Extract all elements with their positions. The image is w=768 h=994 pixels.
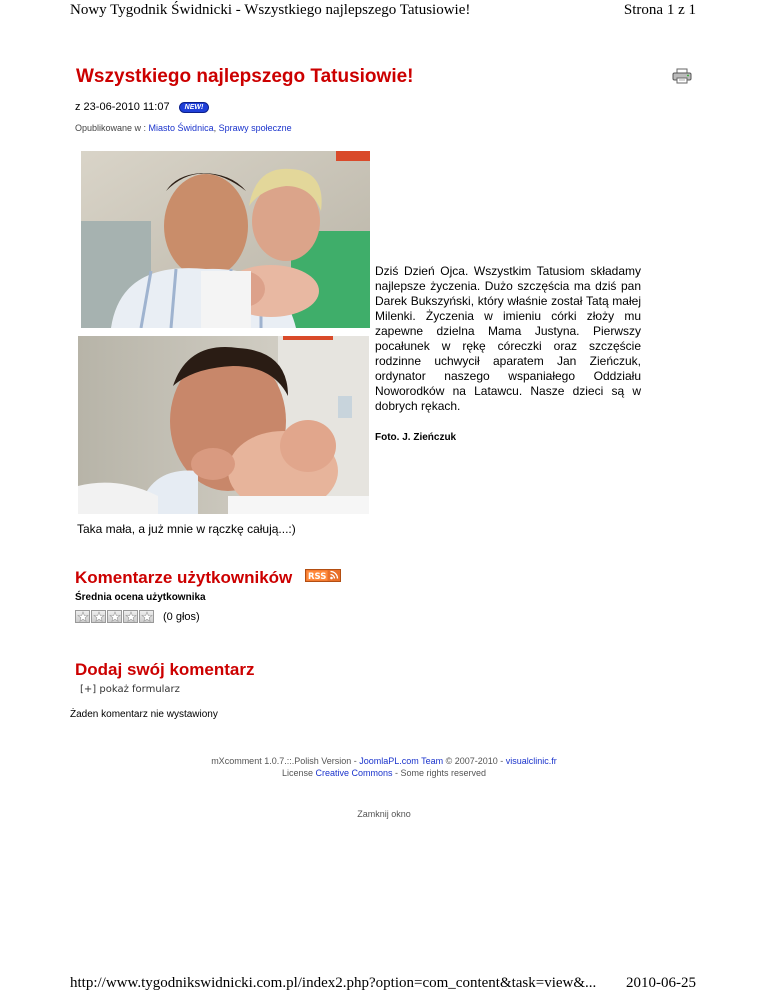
creative-commons-link[interactable]: Creative Commons bbox=[315, 768, 393, 778]
printer-icon[interactable] bbox=[672, 68, 692, 84]
credits-copyright: © 2007-2010 - bbox=[443, 756, 506, 766]
print-header-title: Nowy Tygodnik Świdnicki - Wszystkiego najlepszego Tatusiowie! bbox=[70, 2, 471, 18]
no-comments-message: Żaden komentarz nie wystawiony bbox=[70, 709, 218, 720]
article-photo-father-daughter bbox=[78, 336, 369, 514]
comments-heading-text: Komentarze użytkowników bbox=[75, 568, 293, 587]
published-prefix: Opublikowane w : bbox=[75, 123, 149, 133]
category-link-sprawy-spoleczne[interactable]: Sprawy społeczne bbox=[218, 123, 292, 133]
rss-icon[interactable] bbox=[305, 567, 341, 587]
article-title: Wszystkiego najlepszego Tatusiowie! bbox=[76, 66, 414, 87]
star-icon[interactable] bbox=[91, 610, 106, 623]
credits-line-1 bbox=[0, 756, 768, 766]
comments-heading bbox=[75, 567, 341, 588]
credits-text: mXcomment 1.0.7.::.Polish Version - bbox=[211, 756, 360, 766]
print-header-page-number: Strona 1 z 1 bbox=[623, 2, 696, 18]
close-window-link[interactable]: Zamknij okno bbox=[357, 809, 411, 819]
print-footer-url: http://www.tygodnikswidnicki.com.pl/index2.php?option=com_content&task=view&... bbox=[70, 975, 597, 991]
print-footer-date: 2010-06-25 bbox=[626, 975, 696, 991]
rating-label: Średnia ocena użytkownika bbox=[75, 592, 206, 603]
article-body: Dziś Dzień Ojca. Wszystkim Tatusiom składamy najlepsze życzenia. Dużo szczęścia ma dziś pan Darek Bukszyński, który właśnie został Tatą małej Milenki. Życzenia w imieniu córki złoży mu zapewne dzielna Mama Justyna. Pierwszy pocałunek w rękę córeczki oraz szczęście rodzinne uchwycił aparatem Jan Zieńczuk, ordynator naszego wspaniałego Oddziału Noworodków na Latawcu. Nasze dzieci są w dobrych rękach. bbox=[375, 264, 641, 413]
show-form-toggle[interactable]: [+] pokaż formularz bbox=[80, 684, 180, 695]
credits-line-2 bbox=[0, 768, 768, 778]
article-date bbox=[75, 101, 209, 113]
joomlapl-link[interactable]: JoomlaPL.com Team bbox=[359, 756, 444, 766]
article-photo-family bbox=[81, 151, 370, 328]
category-separator: , bbox=[213, 123, 219, 133]
rights-text: - Some rights reserved bbox=[392, 768, 487, 778]
license-prefix: License bbox=[281, 768, 316, 778]
vote-count: (0 głos) bbox=[163, 610, 200, 623]
rss-label: RSS bbox=[308, 572, 327, 582]
star-icon[interactable] bbox=[123, 610, 138, 623]
new-badge: NEW! bbox=[179, 102, 210, 113]
article-date-text: z 23-06-2010 11:07 bbox=[75, 101, 170, 113]
star-icon[interactable] bbox=[75, 610, 90, 623]
star-icon[interactable] bbox=[107, 610, 122, 623]
rating-stars bbox=[75, 610, 200, 623]
print-header bbox=[0, 0, 768, 24]
article-categories bbox=[75, 123, 292, 133]
visualclinic-link[interactable]: visualclinic.fr bbox=[505, 756, 557, 766]
photo-caption: Taka mała, a już mnie w rączkę całują...:) bbox=[77, 522, 296, 536]
category-link-miasto-swidnica[interactable]: Miasto Świdnica bbox=[148, 123, 214, 133]
photo-credit: Foto. J. Zieńczuk bbox=[375, 432, 457, 443]
add-comment-heading: Dodaj swój komentarz bbox=[75, 660, 255, 679]
star-icon[interactable] bbox=[139, 610, 154, 623]
